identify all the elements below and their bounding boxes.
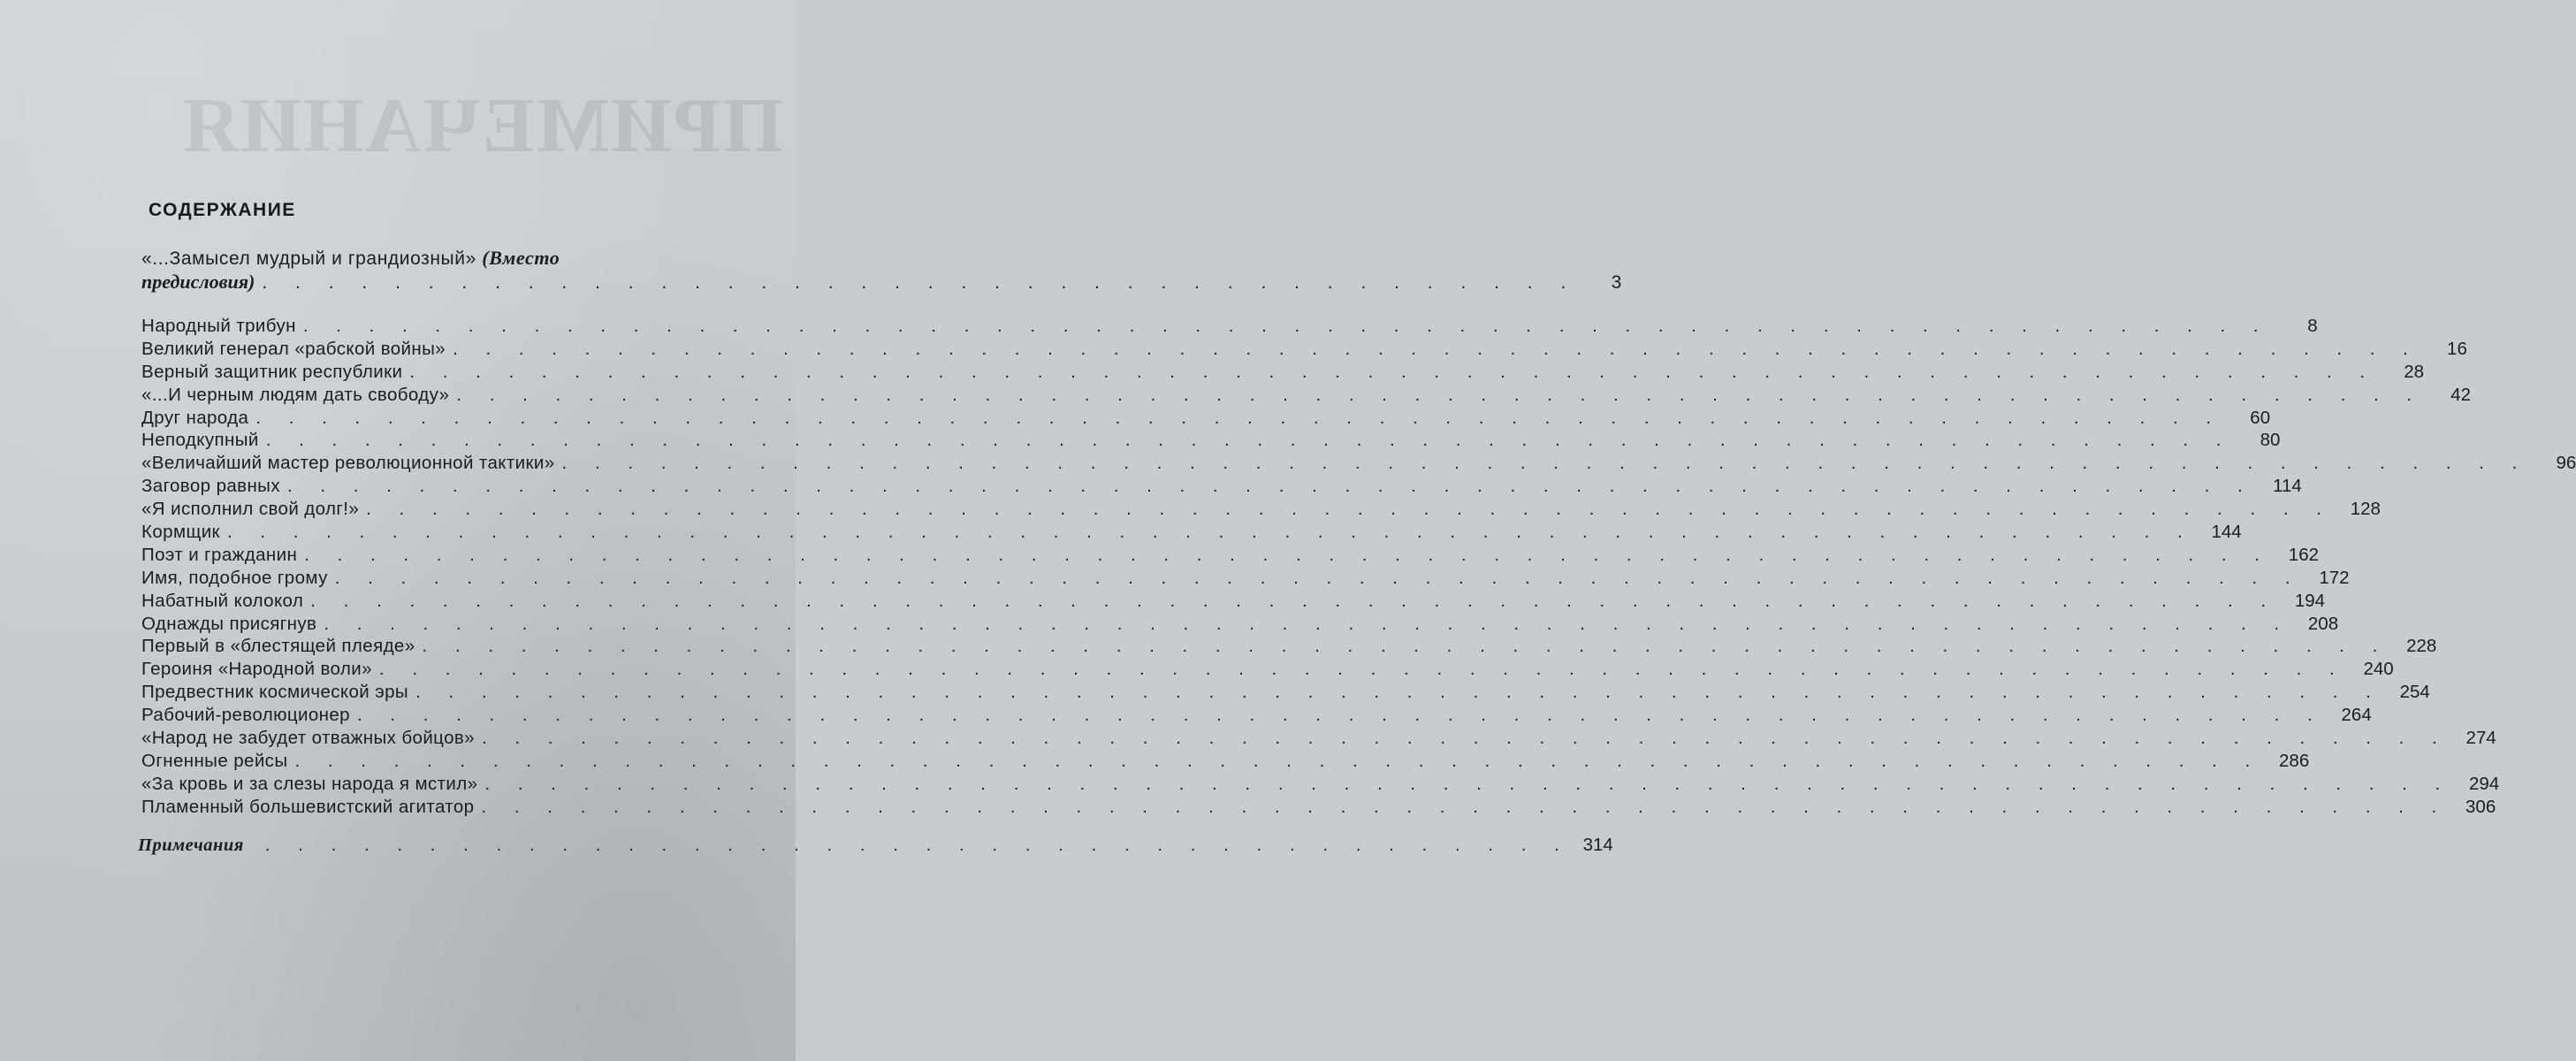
toc-entry-page-number: 42 [2450, 384, 2472, 405]
toc-entry-title: Однажды присягнув [141, 613, 317, 634]
toc-entry-page-number: 128 [2350, 499, 2381, 520]
dot-leader: . . . . . . . . . . . . . . . . . . . . . . . . . . . . . . . . . . . . . . . . . . . . . . . . . . . . . . . . . . . . [422, 636, 2389, 657]
toc-entry-title: Огненные рейсы [141, 750, 288, 771]
dot-leader: . . . . . . . . . . . . . . . . . . . . . . . . . . . . . . . . . . . . . . . . . . . . . . . . . . . . . . . . . . . . [378, 659, 2346, 680]
toc-entry [141, 796, 2496, 819]
toc-entry-page-number: 264 [2341, 705, 2372, 726]
dot-leader: . . . . . . . . . . . . . . . . . . . . . . . . . . . . . . . . . . . . . . . . . . . . . . . . . . . . . . . . . . . . [484, 773, 2452, 794]
toc-entry [141, 727, 2496, 750]
toc-entry [141, 544, 2320, 567]
toc-entry-page-number: 16 [2447, 338, 2467, 359]
toc-entry-page-number: 28 [2404, 361, 2425, 382]
dot-leader: . . . . . . . . . . . . . . . . . . . . . . . . . . . . . . . . . . . . . . . . . . . . . . . . . . . . . . . . . . . . [366, 499, 2333, 520]
bleed-through-text: ПРИМЕЧАНИЯ [181, 83, 783, 169]
toc-entry-page-number: 240 [2363, 659, 2394, 680]
contents-list [141, 315, 2576, 819]
toc-entry [141, 407, 2271, 430]
toc-entry [141, 452, 2576, 475]
toc-entry-title: Великий генерал «рабской войны» [141, 338, 446, 359]
toc-entry-title: «Народ не забудет отважных бойцов» [141, 728, 475, 749]
dot-leader: . . . . . . . . . . . . . . . . . . . . . . . . . . . . . . . . . . . . . . . . [264, 835, 1571, 855]
dot-leader: . . . . . . . . . . . . . . . . . . . . . . . . . . . . . . . . . . . . . . . . . . . . . . . . . . . . . . . . . . . . [334, 567, 2302, 588]
toc-entry-page-number: 8 [2307, 316, 2318, 336]
intro-italic-start: (Вместо [482, 247, 560, 269]
toc-entry-page-number: 114 [2273, 476, 2302, 497]
toc-entry-title: Имя, подобное грому [141, 567, 328, 588]
dot-leader: . . . . . . . . . . . . . . . . . . . . . . . . . . . . . . . . . . . . . . . . . . . . . . . . . . . . . . . . . . . . [310, 590, 2278, 611]
toc-entry-title: Набатный колокол [141, 590, 304, 611]
toc-entry [141, 773, 2500, 796]
toc-entry-page-number: 208 [2307, 613, 2339, 634]
toc-entry [141, 498, 2381, 521]
toc-entry-title: Народный трибун [141, 316, 296, 336]
toc-entry-page-number: 80 [2260, 430, 2281, 451]
toc-entry [141, 315, 2318, 338]
toc-entry-title: «...И черным людям дать свободу» [141, 384, 450, 405]
toc-entry-page-number: 254 [2399, 682, 2430, 703]
dot-leader: . . . . . . . . . . . . . . . . . . . . . . . . . . . . . . . . . . . . . . . . . . . . . . . . . . . . . . . . . . . . [304, 544, 2272, 565]
intro-line-1 [141, 247, 690, 271]
notes-page-number: 314 [1582, 835, 1613, 855]
toc-entry-title: Пламенный большевистский агитатор [141, 796, 475, 817]
toc-entry-title: Заговор равных [141, 476, 280, 497]
toc-entry [141, 567, 2350, 590]
notes-entry [138, 835, 1613, 856]
dot-leader: . . . . . . . . . . . . . . . . . . . . . . . . . . . . . . . . . . . . . . . . . . . . . . . . . . . . . . . . . . . . [286, 476, 2254, 497]
dot-leader: . . . . . . . . . . . . . . . . . . . . . . . . . . . . . . . . . . . . . . . . . . . . . . . . . . . . . . . . . . . . [561, 453, 2529, 474]
toc-entry-page-number: 60 [2250, 407, 2271, 428]
toc-entry-title: Друг народа [141, 407, 249, 428]
dot-leader: . . . . . . . . . . . . . . . . . . . . . . . . . . . . . . . . . . . . . . . . . . . . . . . . . . . . . . . . . . . . [481, 728, 2449, 749]
toc-entry-page-number: 144 [2211, 522, 2242, 543]
dot-leader: . . . . . . . . . . . . . . . . . . . . . . . . . . . . . . . . . . . . . . . . . . . . . . . . . . . . . . . . . . . . [409, 361, 2377, 382]
toc-entry-page-number: 294 [2469, 773, 2500, 794]
toc-entry-page-number: 172 [2319, 567, 2350, 588]
toc-entry-page-number: 96 [2556, 453, 2576, 474]
toc-entry-page-number: 228 [2406, 636, 2437, 657]
toc-entry-title: Предвестник космической эры [141, 682, 409, 703]
contents-heading: СОДЕРЖАНИЕ [149, 200, 296, 220]
toc-entry-title: Героиня «Народной воли» [141, 659, 372, 680]
dot-leader: . . . . . . . . . . . . . . . . . . . . . . . . . . . . . . . . . . . . . . . . . . . . . . . . . . . . . . . . . . . . [356, 705, 2324, 726]
toc-entry-title: Поэт и гражданин [141, 544, 298, 565]
toc-entry-title: «Я исполнил свой долг!» [141, 499, 360, 520]
dot-leader: . . . . . . . . . . . . . . . . . . . . . . . . . . . . . . . . . . . . . . . . . . . . . . . . . . . . . . . . . . . . [456, 384, 2424, 405]
dot-leader: . . . . . . . . . . . . . . . . . . . . . . . . . . . . . . . . . . . . . . . . . . . . . . . . . . . . . . . . . . . . [226, 522, 2194, 543]
toc-entry [141, 681, 2430, 704]
toc-entry-page-number: 194 [2294, 590, 2326, 611]
toc-entry [141, 475, 2302, 498]
toc-entry [141, 429, 2281, 452]
toc-entry [141, 338, 2467, 361]
toc-entry-title: Верный защитник республики [141, 361, 403, 382]
toc-entry-title: Рабочий-революционер [141, 705, 350, 726]
intro-italic-end: предисловия) [141, 271, 255, 293]
dot-leader: . . . . . . . . . . . . . . . . . . . . . . . . . . . . . . . . . . . . . . . . [262, 272, 1578, 293]
toc-entry-page-number: 274 [2465, 728, 2496, 749]
intro-entry [141, 247, 1622, 294]
dot-leader: . . . . . . . . . . . . . . . . . . . . . . . . . . . . . . . . . . . . . . . . . . . . . . . . . . . . . . . . . . . . [255, 407, 2223, 428]
toc-entry-title: Первый в «блестящей плеяде» [141, 636, 415, 657]
dot-leader: . . . . . . . . . . . . . . . . . . . . . . . . . . . . . . . . . . . . . . . . . . . . . . . . . . . . . . . . . . . . [265, 430, 2233, 451]
dot-leader: . . . . . . . . . . . . . . . . . . . . . . . . . . . . . . . . . . . . . . . . . . . . . . . . . . . . . . . . . . . . [453, 338, 2420, 359]
toc-entry [141, 613, 2339, 636]
toc-entry-title: «За кровь и за слезы народа я мстил» [141, 773, 478, 794]
toc-entry [141, 361, 2425, 384]
intro-line-2 [141, 271, 1622, 294]
toc-entry-title: Кормщик [141, 522, 220, 543]
toc-entry [141, 590, 2326, 613]
toc-entry [141, 704, 2372, 727]
notes-title: Примечания [138, 836, 244, 855]
toc-entry-title: Неподкупный [141, 430, 259, 451]
toc-entry [141, 384, 2472, 407]
toc-entry [141, 750, 2310, 773]
dot-leader: . . . . . . . . . . . . . . . . . . . . . . . . . . . . . . . . . . . . . . . . . . . . . . . . . . . . . . . . . . . . [294, 750, 2262, 771]
toc-entry [141, 521, 2242, 544]
toc-entry-page-number: 162 [2288, 544, 2320, 565]
intro-title: «...Замысел мудрый и грандиозный» [141, 248, 476, 269]
dot-leader: . . . . . . . . . . . . . . . . . . . . . . . . . . . . . . . . . . . . . . . . . . . . . . . . . . . . . . . . . . . . [302, 316, 2270, 336]
dot-leader: . . . . . . . . . . . . . . . . . . . . . . . . . . . . . . . . . . . . . . . . . . . . . . . . . . . . . . . . . . . . [415, 682, 2382, 703]
toc-entry-page-number: 306 [2465, 796, 2496, 817]
intro-page-number: 3 [1611, 272, 1622, 293]
toc-entry-page-number: 286 [2279, 750, 2310, 771]
toc-entry-title: «Величайший мастер революционной тактики» [141, 453, 555, 474]
dot-leader: . . . . . . . . . . . . . . . . . . . . . . . . . . . . . . . . . . . . . . . . . . . . . . . . . . . . . . . . . . . . [324, 613, 2291, 634]
toc-entry [141, 635, 2437, 658]
toc-entry [141, 658, 2394, 681]
dot-leader: . . . . . . . . . . . . . . . . . . . . . . . . . . . . . . . . . . . . . . . . . . . . . . . . . . . . . . . . . . . . [481, 796, 2449, 817]
